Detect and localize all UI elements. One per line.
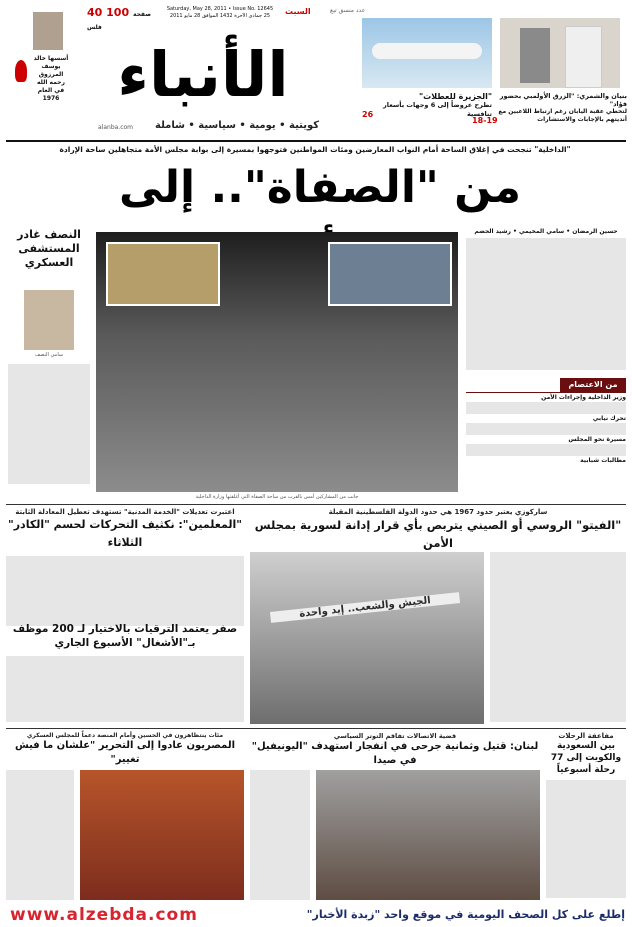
founder-portrait (33, 12, 63, 50)
lead-box-title: من الاعتصام (560, 378, 626, 392)
teaser-sports (472, 92, 627, 125)
story-headline[interactable]: "المعلمين": نكثيف التحركات لحسم "الكادر" الثلاثاء (7, 518, 242, 549)
lead-body (466, 238, 626, 370)
founder-year: 1976 (42, 95, 60, 102)
teaser-sports-pages: 18-19 (472, 116, 498, 125)
story-body (546, 780, 626, 898)
side-caption: سامي النصف (34, 352, 64, 358)
lead-box-item[interactable]: وزير الداخلية وإجراءات الأمن (541, 394, 626, 401)
story-lebanon-photo (316, 770, 540, 900)
newspaper-logo: الأنباء (117, 38, 289, 111)
lead-box-item[interactable]: مسيرة نحو المجلس (568, 436, 626, 443)
side-story (8, 228, 90, 488)
story-egypt (6, 732, 244, 767)
pages-label: صفحة (132, 11, 152, 18)
website-label: alanba.com (98, 124, 134, 131)
teaser-airline-sub: تطرح عروضاً إلى 6 وجهات بأسعار تنافسية (383, 101, 492, 118)
side-portrait (24, 290, 74, 350)
story-lebanon-body (250, 770, 310, 900)
story-egypt-photo (80, 770, 244, 900)
story-body (6, 656, 244, 722)
founder-caption (33, 55, 69, 103)
teaser-sports-photo (500, 18, 620, 88)
story-headline[interactable]: بين السعودية والكويت إلى 77 رحلة أسبوعياً (550, 741, 622, 775)
inset-photo-2 (328, 242, 452, 306)
day-name: السبت (285, 7, 311, 16)
footer-url[interactable]: www.alzebda.com (10, 905, 198, 925)
story-headline[interactable]: صفر يعتمد الترقيات بالاختيار لـ 200 موظف بـ"الأشغال" الأسبوع الجاري (12, 623, 238, 649)
story-kicker: ساركوزي يعتبر حدود 1967 هي حدود الدولة الفلسطينية المقبلة (328, 508, 548, 516)
footer-watermark (0, 904, 632, 927)
lead-headline[interactable]: من "الصفاة".. إلى (119, 162, 521, 213)
section-divider (6, 728, 626, 729)
story-headline[interactable]: المصريون عادوا إلى التحرير "علشان ما فيش تغيير" (14, 740, 236, 765)
founder-caption-text: أسسها خالد يوسف المرزوق رحمه الله في العام (33, 55, 69, 94)
lead-byline: حسين الرمضان • سامي المخيمي • رشيد الحضم (474, 228, 618, 235)
story-egypt-body (6, 770, 74, 900)
price-value: 100 (106, 6, 130, 19)
story-teachers (6, 508, 244, 626)
story-headline[interactable]: "الفيتو" الروسي أو الصيني يتربص بأي قرار إدانة لسورية بمجلس الأمن (254, 518, 622, 550)
lead-kicker: "الداخلية" تنجحت في إغلاق الساحة أمام النواب المعارضين ومئات المواطنين فتوجهوا بمسيرة إلى بوابة مجلس الأمة متجاهلين ساحة الإرادة (59, 145, 571, 154)
price-unit: فلس (87, 24, 102, 31)
teaser-airline-headline[interactable]: "الجزيرة للعطلات" (418, 92, 492, 101)
story-kicker: مئات ينتظاهرون في الحسين وأمام المنصة دعماً للمجلس العسكري (26, 732, 224, 739)
flame-icon (15, 60, 27, 82)
story-kicker: اعتبرت تعديلات "الخدمة المدنية" تستهدف تعطيل المعادلة الثابتة (15, 508, 235, 516)
teaser-airline-page: 26 (362, 110, 374, 119)
lead-photo-caption: جانب من المشاركين أمس بالقرب من ساحة الصفاة التي أغلقتها وزارة الداخلية (195, 494, 359, 500)
teaser-airline (362, 92, 492, 119)
person-photo-1 (520, 28, 550, 83)
pages-count: 40 (87, 6, 103, 19)
inset-photo-1 (106, 242, 220, 306)
teaser-sports-headline[interactable]: بنيان والشمري: "الزرق الأولمبي بحضور فؤاد" (499, 92, 627, 108)
story-promotions (6, 622, 244, 722)
edition-label: عدد منسق تبع (330, 7, 366, 14)
lead-box (466, 392, 626, 493)
lead-photo (96, 232, 458, 492)
story-lebanon (250, 732, 540, 768)
lead-box-item[interactable]: تحرك نيابي (592, 415, 626, 422)
story-headline[interactable]: لبنان: قتيل وثمانية جرحى في انفجار استهدف "اليونيفيل" في صيدا (251, 741, 539, 766)
footer-slogan: إطلع على كل الصحف اليومية في موقع واحد "زبدة الأخبار" (306, 908, 625, 921)
story-flights (546, 732, 626, 898)
date-arabic: 25 جمادى الآخرة 1432 الموافق 28 مايو 2011 (169, 13, 271, 19)
side-headline[interactable]: النصف غادر المستشفى العسكري (17, 228, 81, 269)
teaser-sports-sub: لتخطي عقبة اليابان رغم ارتباط اللاعبين مع أنديتهم بالإجابات والاستشارات (498, 108, 627, 123)
date-english: Saturday, May 28, 2011 • Issue No. 12645 (166, 6, 274, 12)
price-box (87, 6, 157, 31)
lead-box-item[interactable]: مطالبات شبابية (580, 457, 626, 464)
side-body (8, 364, 90, 484)
masthead-divider (6, 140, 626, 142)
story-syria (250, 508, 626, 552)
logo-tagline: كويتية • يومية • سياسية • شاملة (155, 120, 320, 131)
story-kicker: قضية الاتصالات تفاقم التوتر السياسي (333, 732, 457, 740)
airplane-icon (372, 43, 482, 59)
story-kicker: مفاعفة الرحلات (558, 732, 614, 740)
issue-date (155, 6, 285, 20)
teaser-airline-photo (362, 18, 492, 88)
story-syria-photo (250, 552, 484, 724)
person-photo-2 (565, 26, 602, 88)
lead-box-text (466, 444, 626, 456)
masthead (0, 0, 632, 140)
lead-box-text (466, 402, 626, 414)
story-syria-body (490, 552, 626, 722)
section-divider (6, 504, 626, 505)
story-body (6, 556, 244, 626)
banner-in-photo: الجيش والشعب.. إيد واحدة (270, 592, 460, 623)
lead-box-text (466, 423, 626, 435)
